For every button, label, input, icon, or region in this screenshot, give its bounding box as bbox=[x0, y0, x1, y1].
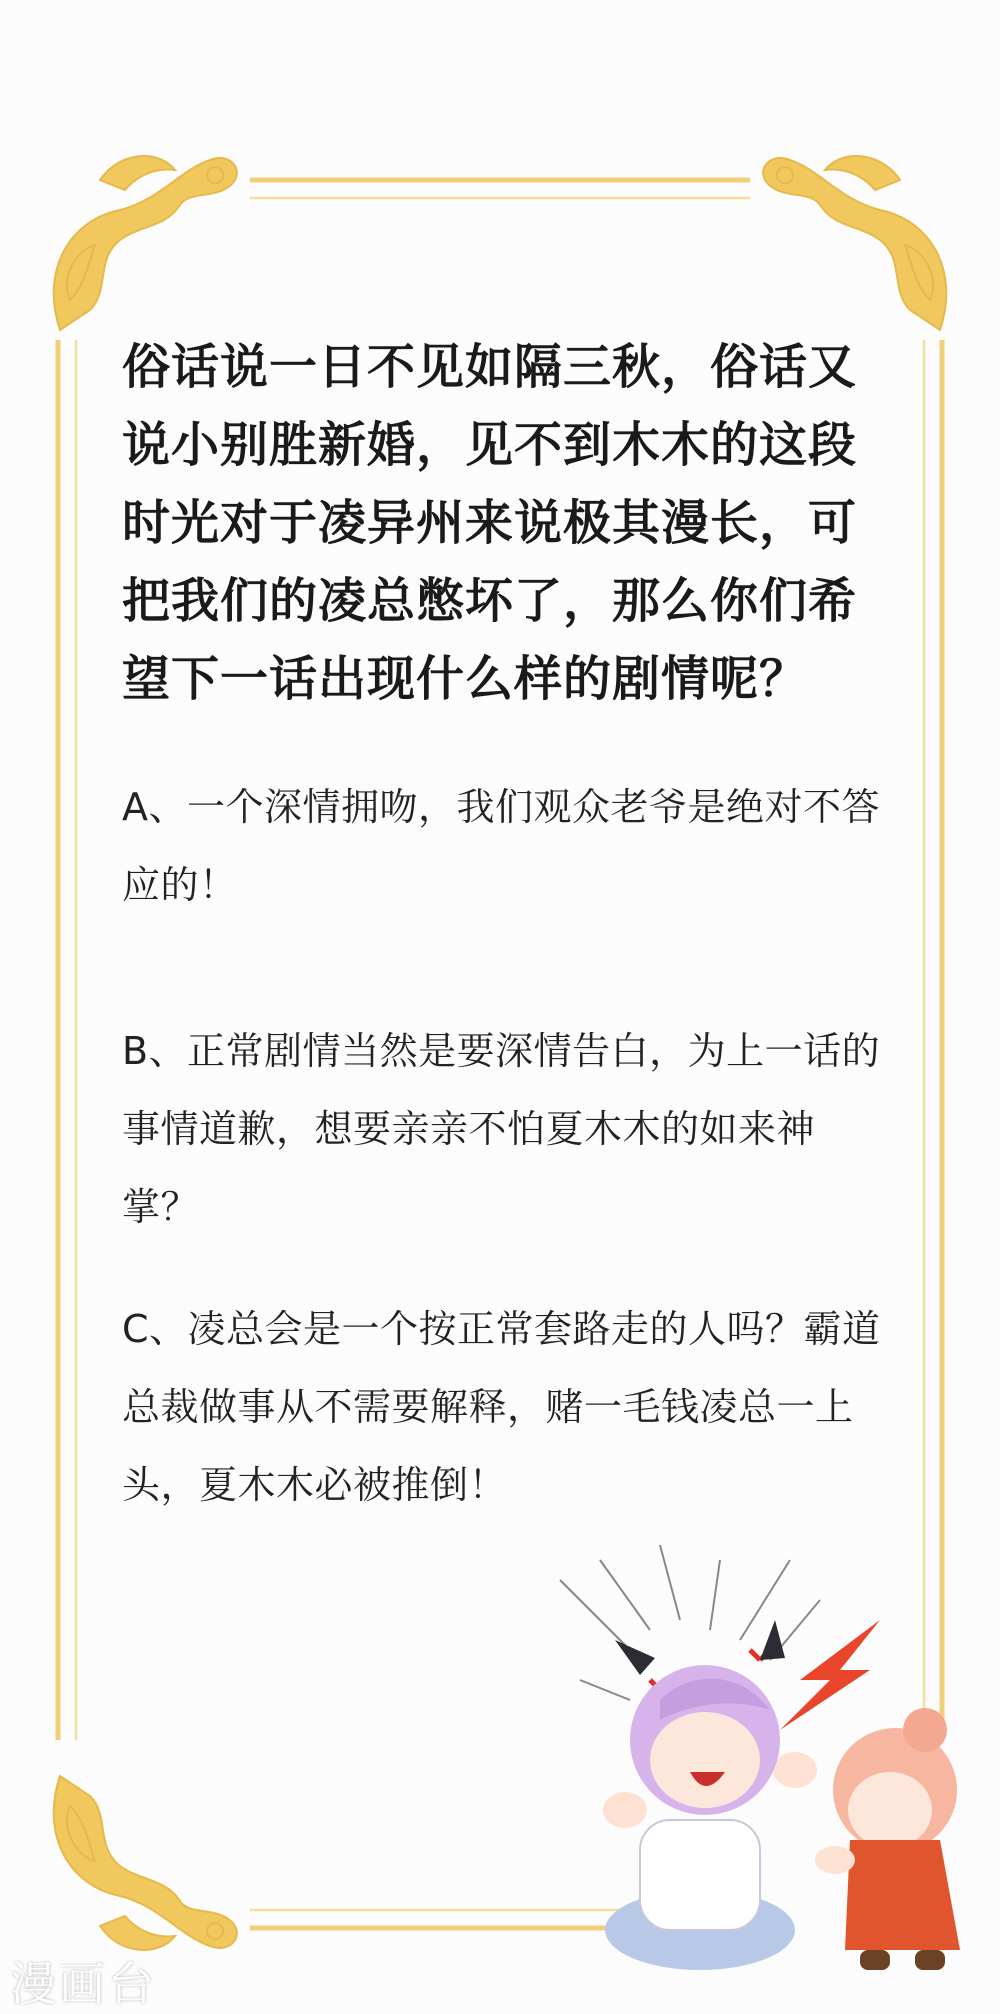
watermark-logo: 漫画台 bbox=[10, 1957, 157, 2011]
question-text: 俗话说一日不见如隔三秋，俗话又说小别胜新婚，见不到木木的这段时光对于凌异州来说极其漫长，可把我们的凌总憋坏了，那么你们希望下一话出现什么样的剧情呢？ bbox=[122, 339, 858, 707]
corner-ornament-bottom-left bbox=[54, 1776, 237, 1950]
option-a: A、一个深情拥吻，我们观众老爷是绝对不答应的！ bbox=[122, 785, 880, 907]
option-c: C、凌总会是一个按正常套路走的人吗？霸道总裁做事从不需要解释，赌一毛钱凌总一上头，夏木木必被推倒！ bbox=[122, 1307, 881, 1507]
corner-ornament-top-right bbox=[763, 156, 946, 330]
corner-ornament-top-left bbox=[54, 156, 237, 330]
option-b: B、正常剧情当然是要深情告白，为上一话的事情道歉，想要亲亲不怕夏木木的如来神掌？ bbox=[122, 1029, 881, 1229]
chibi-characters-illustration bbox=[560, 1545, 960, 1970]
